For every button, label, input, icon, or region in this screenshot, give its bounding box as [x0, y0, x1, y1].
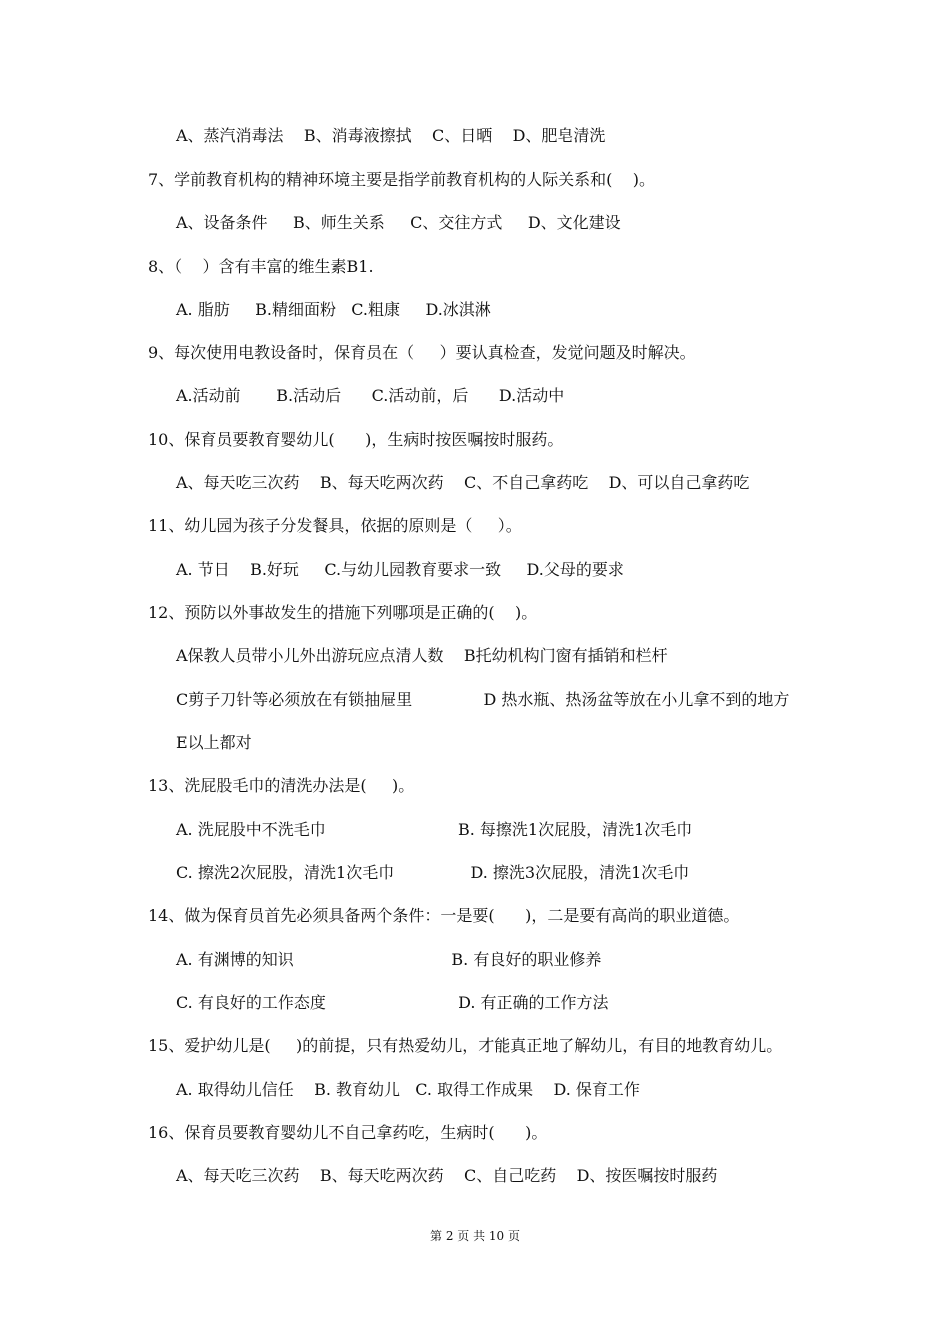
- q8-options: A. 脂肪 B.精细面粉 C.粗康 D.冰淇淋: [176, 300, 491, 319]
- q13-options-row2: C. 擦洗2次屁股，清洗1次毛巾 D. 擦洗3次屁股，清洗1次毛巾: [176, 863, 690, 882]
- q15-options: A. 取得幼儿信任 B. 教育幼儿 C. 取得工作成果 D. 保育工作: [176, 1080, 640, 1099]
- question-15: 15、爱护幼儿是( )的前提，只有热爱幼儿，才能真正地了解幼儿，有目的地教育幼儿。: [148, 1036, 783, 1055]
- q12-options-row2: C剪子刀针等必须放在有锁抽屉里 D 热水瓶、热汤盆等放在小儿拿不到的地方: [176, 690, 790, 709]
- q16-options: A、每天吃三次药 B、每天吃两次药 C、自己吃药 D、按医嘱按时服药: [176, 1166, 718, 1185]
- q12-options-row1: A保教人员带小儿外出游玩应点清人数 B托幼机构门窗有插销和栏杆: [176, 646, 668, 665]
- q12-options-row3: E以上都对: [176, 733, 252, 752]
- question-13: 13、洗屁股毛巾的清洗办法是( )。: [148, 776, 415, 795]
- question-14: 14、做为保育员首先必须具备两个条件：一是要( )，二是要有高尚的职业道德。: [148, 906, 740, 925]
- question-9: 9、每次使用电教设备时，保育员在（ ）要认真检查，发觉问题及时解决。: [148, 343, 696, 362]
- q6-options: A、蒸汽消毒法 B、消毒液擦拭 C、日晒 D、肥皂清洗: [176, 126, 606, 145]
- question-16: 16、保育员要教育婴幼儿不自己拿药吃，生病时( )。: [148, 1123, 548, 1142]
- question-11: 11、幼儿园为孩子分发餐具，依据的原则是（ ）。: [148, 516, 522, 535]
- question-12: 12、预防以外事故发生的措施下列哪项是正确的( )。: [148, 603, 538, 622]
- q9-options: A.活动前 B.活动后 C.活动前，后 D.活动中: [176, 386, 565, 405]
- q10-options: A、每天吃三次药 B、每天吃两次药 C、不自己拿药吃 D、可以自己拿药吃: [176, 473, 750, 492]
- q7-options: A、设备条件 B、师生关系 C、交往方式 D、文化建设: [176, 213, 621, 232]
- q11-options: A. 节日 B.好玩 C.与幼儿园教育要求一致 D.父母的要求: [176, 560, 624, 579]
- page-footer: 第 2 页 共 10 页: [430, 1229, 520, 1243]
- question-10: 10、保育员要教育婴幼儿( )，生病时按医嘱按时服药。: [148, 430, 564, 449]
- q14-options-row1: A. 有渊博的知识 B. 有良好的职业修养: [176, 950, 602, 969]
- question-7: 7、学前教育机构的精神环境主要是指学前教育机构的人际关系和( )。: [148, 170, 656, 189]
- question-8: 8、（ ）含有丰富的维生素B1.: [148, 257, 374, 276]
- q13-options-row1: A. 洗屁股中不洗毛巾 B. 每擦洗1次屁股，清洗1次毛巾: [176, 820, 693, 839]
- q14-options-row2: C. 有良好的工作态度 D. 有正确的工作方法: [176, 993, 609, 1012]
